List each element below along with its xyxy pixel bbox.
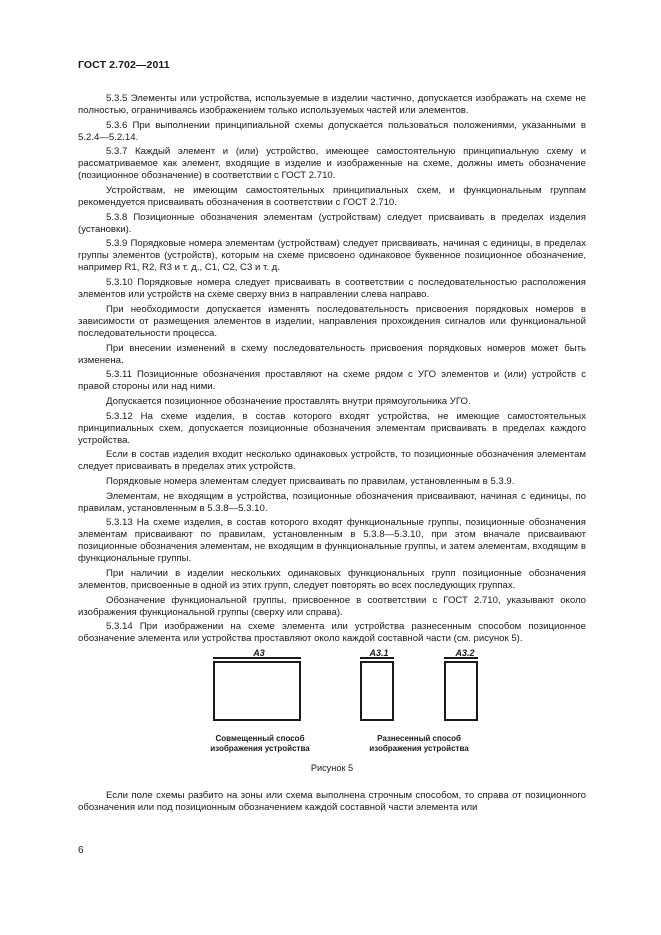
paragraph: Обозначение функциональной группы, присвоенное в соответствии с ГОСТ 2.710, указывают около изображения функциональной группы (сверху или справа). (78, 594, 586, 618)
combined-caption-line-1: Совмещенный способ (215, 734, 305, 744)
paragraph: При наличии в изделии нескольких одинаковых функциональных групп позиционные обозначения элементов, присвоенные в одной из этих групп, следует повторять во всех последующих группах. (78, 568, 586, 591)
paragraph: Устройствам, не имеющим самостоятельных принципиальных схем, и функциональным группам рекомендуется присваивать обозначения в соответствии с ГОСТ 2.710. (78, 185, 586, 209)
combined-device-rect (214, 662, 300, 720)
paragraph: Если в состав изделия входит несколько одинаковых устройств, то позиционные обозначения элементам следует присваивать в пределах этих устройств. (78, 449, 586, 473)
split-part-1-label: А3.1 (369, 648, 389, 659)
paragraph-5-3-14: 5.3.14 При изображении на схеме элемента или устройства разнесенным способом позиционное обозначение элемента или устройства проставляют около каждой составной части (см. рисунок 5). (78, 621, 586, 645)
paragraph: Если поле схемы разбито на зоны или схема выполнена строчным способом, то справа от позиционного обозначения или под позиционным обозначением каждой составной части элемента или (78, 790, 586, 814)
document-body (78, 93, 586, 817)
paragraph: При необходимости допускается изменять последовательность присвоения порядковых номеров в зависимости от размещения элементов в изделии, направления прохождения сигналов или функциональной последовательности процесса. (78, 303, 586, 339)
split-caption-line-1: Разнесенный способ (377, 734, 461, 744)
paragraph: Порядковые номера элементам следует присваивать по правилам, установленным в 5.3.9. (106, 475, 515, 487)
document-header: ГОСТ 2.702—2011 (78, 59, 170, 71)
paragraph-5-3-7: 5.3.7 Каждый элемент и (или) устройство, имеющее самостоятельную принципиальную схему и рассматриваемое как элемент, входящие в изделие и изображенные на схеме, должны иметь обозначение (позиционное обозначение) в соответствии с ГОСТ 2.710. (78, 146, 586, 182)
paragraph: Допускается позиционное обозначение проставлять внутри прямоугольника УГО. (106, 395, 471, 407)
paragraph-5-3-10: 5.3.10 Порядковые номера следует присваивать в соответствии с последовательностью расположения элементов или устройств на схеме сверху вниз в направлении слева направо. (78, 277, 586, 301)
split-part-2-rect (445, 662, 477, 720)
combined-caption-line-2: изображения устройства (210, 744, 310, 754)
paragraph-5-3-11: 5.3.11 Позиционные обозначения проставляют на схеме рядом с УГО элементов и (или) устройств с правой стороны или над ними. (78, 369, 586, 393)
split-part-1-rect (361, 662, 393, 720)
figure-title: Рисунок 5 (310, 763, 354, 774)
paragraph: При внесении изменений в схему последовательность присвоения порядковых номеров может быть изменена. (78, 342, 586, 366)
paragraph-5-3-8: 5.3.8 Позиционные обозначения элементам (устройствам) следует присваивать в пределах изделия (установки). (78, 211, 586, 235)
combined-device-label: А3 (253, 648, 265, 659)
paragraph-5-3-13: 5.3.13 На схеме изделия, в состав которого входят функциональные группы, позиционные обозначения элементам присваивают по правилам, установленным в 5.3.8—5.3.10, при этом вначале присваивают позиционные обозначения элементам, не входящим в функциональные группы, и затем элементам, входящим в функциональные группы. (78, 517, 586, 565)
split-part-2-label: А3.2 (455, 648, 475, 659)
figure-5 (78, 648, 586, 790)
paragraph-5-3-6: 5.3.6 При выполнении принципиальной схемы допускается пользоваться положениями, указанными в 5.2.4—5.2.14. (78, 119, 586, 143)
page-number: 6 (78, 845, 84, 856)
paragraph-5-3-12: 5.3.12 На схеме изделия, в состав которого входят устройства, не имеющие самостоятельных принципиальных схем, допускается позиционные обозначения элементам присваивать в пределах каждого устройства. (78, 410, 586, 446)
paragraph-5-3-5: 5.3.5 Элементы или устройства, используемые в изделии частично, допускается изображать на схеме не полностью, ограничиваясь изображением только используемых частей или элементов. (78, 93, 586, 116)
split-caption-line-2: изображения устройства (369, 744, 469, 754)
paragraph-5-3-9: 5.3.9 Порядковые номера элементам (устройствам) следует присваивать, начиная с единицы, в пределах группы элементов (устройств), которым на схеме присвоено одинаковое буквенное позиционное обозначение, например R1, R2, R3 и т. д., C1, C2, C3 и т. д. (78, 238, 586, 274)
paragraph: Элементам, не входящим в устройства, позиционные обозначения присваивают, начиная с единицы, по правилам, установленным в 5.3.8—5.3.10. (78, 490, 586, 514)
